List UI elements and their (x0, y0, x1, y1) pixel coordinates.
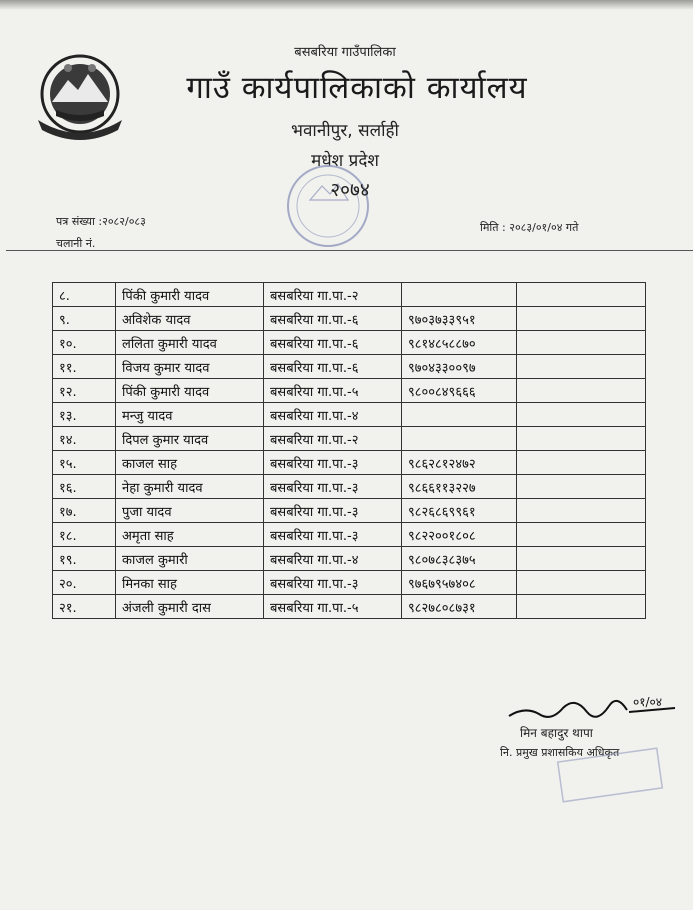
serial-number-cell: ८. (53, 283, 116, 307)
serial-number-cell: १९. (53, 547, 116, 571)
serial-number-cell: १७. (53, 499, 116, 523)
address-cell: बसबरिया गा.पा.-३ (264, 499, 402, 523)
signature-date-mark: ०१/०४ (633, 695, 663, 709)
table-row (53, 403, 646, 427)
phone-cell: ९७०४३३००९७ (402, 355, 517, 379)
table-row (53, 427, 646, 451)
phone-cell: ९८२६८६९९६१ (402, 499, 517, 523)
reference-number: पत्र संख्या :२०८२/०८३ (56, 215, 146, 228)
empty-cell (517, 379, 646, 403)
empty-cell (517, 475, 646, 499)
name-cell: दिपल कुमार यादव (116, 427, 264, 451)
office-seal-stamp (280, 160, 376, 250)
name-cell: अंजली कुमारी दास (116, 595, 264, 619)
name-cell: अमृता साह (116, 523, 264, 547)
empty-cell (517, 547, 646, 571)
name-cell: नेहा कुमारी यादव (116, 475, 264, 499)
office-address: भवानीपुर, सर्लाही (291, 121, 399, 141)
phone-cell: ९८०७८३८३७५ (402, 547, 517, 571)
name-cell: विजय कुमार यादव (116, 355, 264, 379)
municipality-name: बसबरिया गाउँपालिका (294, 45, 396, 60)
address-cell: बसबरिया गा.पा.-५ (264, 595, 402, 619)
serial-number-cell: २१. (53, 595, 116, 619)
address-cell: बसबरिया गा.पा.-२ (264, 283, 402, 307)
nepal-emblem-logo (30, 50, 130, 142)
table-row (53, 331, 646, 355)
phone-cell: ९७०३७३३९५१ (402, 307, 517, 331)
serial-number-cell: १०. (53, 331, 116, 355)
empty-cell (517, 523, 646, 547)
name-cell: मन्जु यादव (116, 403, 264, 427)
serial-number-cell: ९. (53, 307, 116, 331)
table-row (53, 307, 646, 331)
name-cell: ललिता कुमारी यादव (116, 331, 264, 355)
phone-cell: ९८००८४९६६६ (402, 379, 517, 403)
empty-cell (517, 571, 646, 595)
empty-cell (517, 499, 646, 523)
phone-cell (402, 403, 517, 427)
address-cell: बसबरिया गा.पा.-३ (264, 451, 402, 475)
name-cell: पिंकी कुमारी यादव (116, 379, 264, 403)
phone-cell: ९८१४८५८८७० (402, 331, 517, 355)
phone-cell (402, 283, 517, 307)
address-cell: बसबरिया गा.पा.-६ (264, 331, 402, 355)
page-edge-shadow (0, 0, 693, 10)
address-cell: बसबरिया गा.पा.-२ (264, 427, 402, 451)
serial-number-cell: १८. (53, 523, 116, 547)
table-row (53, 379, 646, 403)
address-cell: बसबरिया गा.पा.-६ (264, 355, 402, 379)
name-cell: अविशेक यादव (116, 307, 264, 331)
table-row (53, 475, 646, 499)
phone-cell: ९७६७९५७४०८ (402, 571, 517, 595)
table-row (53, 547, 646, 571)
table-row (53, 499, 646, 523)
table-row (53, 571, 646, 595)
phone-cell: ९८६६११३२२७ (402, 475, 517, 499)
empty-cell (517, 595, 646, 619)
beneficiary-table (52, 282, 646, 619)
address-cell: बसबरिया गा.पा.-३ (264, 571, 402, 595)
established-year: २०७४ (330, 179, 370, 201)
empty-cell (517, 307, 646, 331)
signer-title: नि. प्रमुख प्रशासकिय अधिकृत (500, 746, 620, 759)
table-row (53, 595, 646, 619)
table-row (53, 523, 646, 547)
province-name: मधेश प्रदेश (311, 151, 379, 171)
phone-cell (402, 427, 517, 451)
name-cell: काजल कुमारी (116, 547, 264, 571)
serial-number-cell: १३. (53, 403, 116, 427)
table-row (53, 451, 646, 475)
address-cell: बसबरिया गा.पा.-६ (264, 307, 402, 331)
signer-name: मिन बहादुर थापा (520, 726, 593, 740)
phone-cell: ९८२२००१८०८ (402, 523, 517, 547)
empty-cell (517, 451, 646, 475)
name-cell: पुजा यादव (116, 499, 264, 523)
serial-number-cell: १२. (53, 379, 116, 403)
serial-number-cell: १४. (53, 427, 116, 451)
serial-number-cell: १६. (53, 475, 116, 499)
header-divider (6, 250, 693, 251)
empty-cell (517, 355, 646, 379)
table-row (53, 355, 646, 379)
name-cell: काजल साह (116, 451, 264, 475)
phone-cell: ९८६२८१२४७२ (402, 451, 517, 475)
empty-cell (517, 283, 646, 307)
office-title: गाउँ कार्यपालिकाको कार्यालय (186, 70, 528, 106)
empty-cell (517, 427, 646, 451)
empty-cell (517, 331, 646, 355)
address-cell: बसबरिया गा.पा.-५ (264, 379, 402, 403)
letter-date: मिति : २०८३/०१/०४ गते (480, 221, 579, 234)
name-cell: पिंकी कुमारी यादव (116, 283, 264, 307)
serial-number-cell: २०. (53, 571, 116, 595)
name-cell: मिनका साह (116, 571, 264, 595)
empty-cell (517, 403, 646, 427)
serial-number-cell: ११. (53, 355, 116, 379)
phone-cell: ९८२७८०८७३१ (402, 595, 517, 619)
address-cell: बसबरिया गा.पा.-३ (264, 475, 402, 499)
dispatch-number: चलानी नं. (56, 237, 96, 250)
address-cell: बसबरिया गा.पा.-४ (264, 403, 402, 427)
address-cell: बसबरिया गा.पा.-४ (264, 547, 402, 571)
table-row (53, 283, 646, 307)
serial-number-cell: १५. (53, 451, 116, 475)
signer-designation-stamp (540, 735, 670, 810)
address-cell: बसबरिया गा.पा.-३ (264, 523, 402, 547)
